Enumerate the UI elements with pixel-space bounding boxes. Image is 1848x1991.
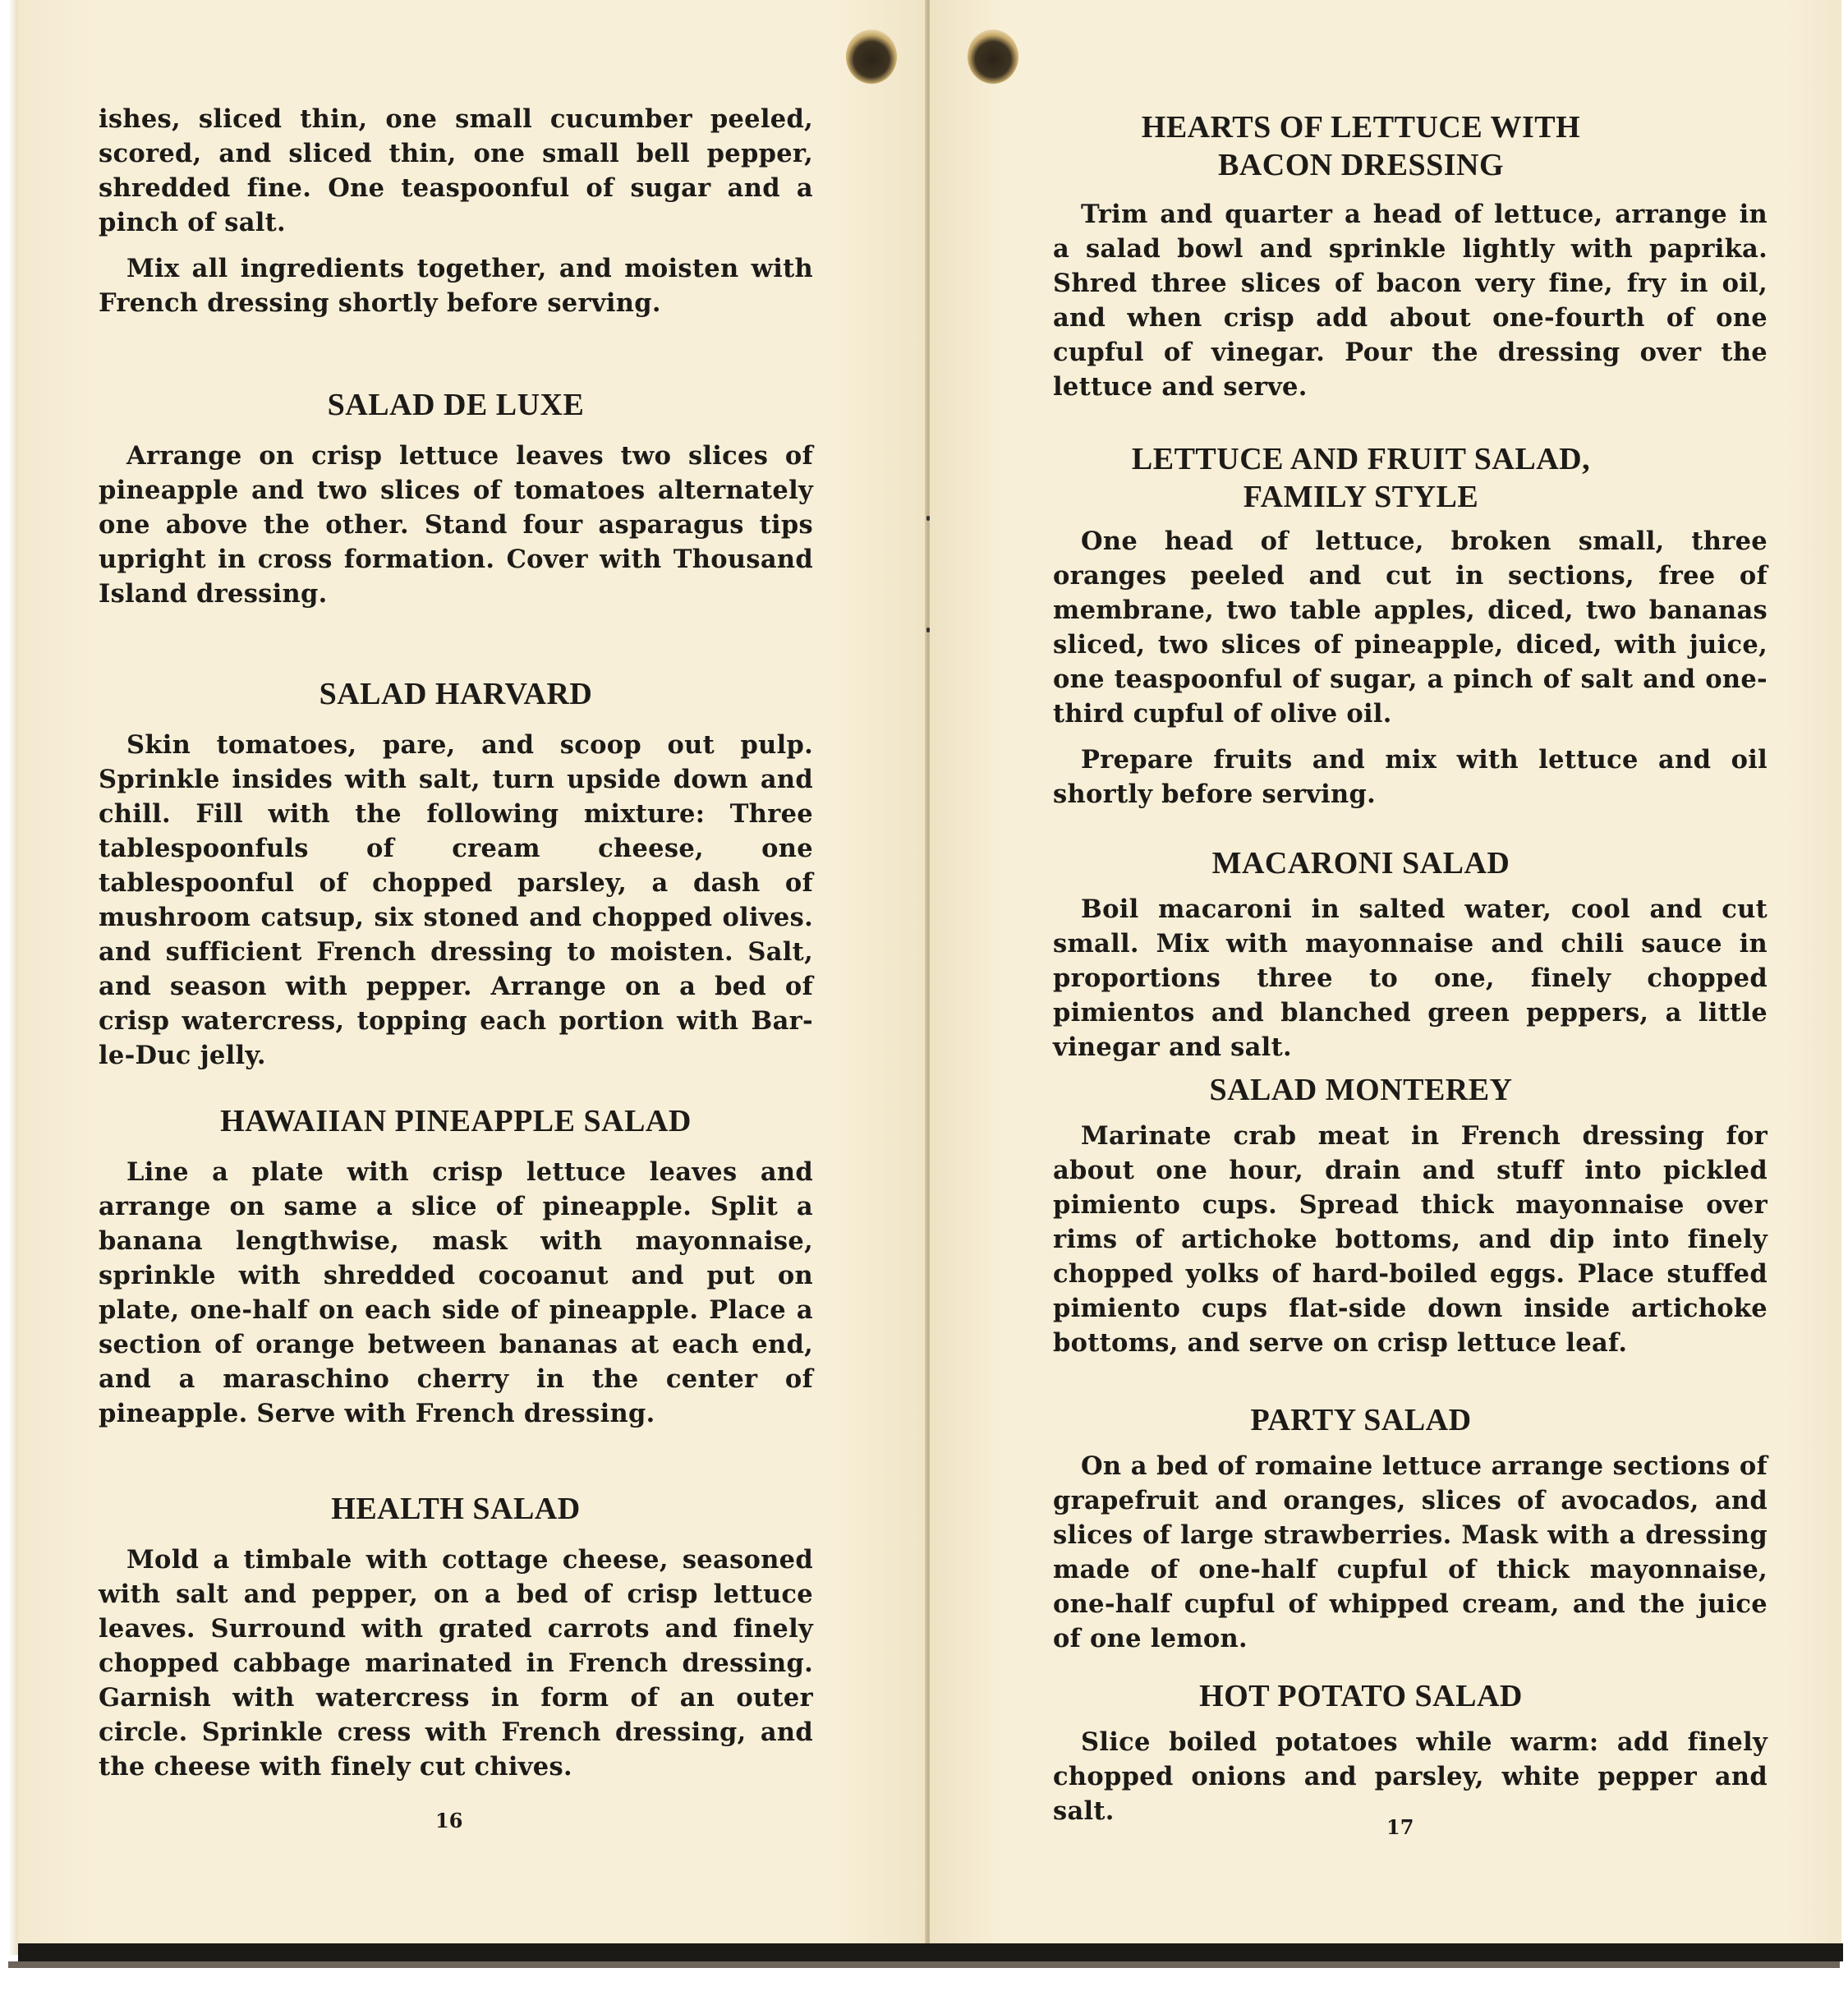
paper-speck xyxy=(926,628,930,632)
recipe-paragraph: Arrange on crisp lettuce leaves two slices of pineapple and two slices of tomatoes alternately one above the other. Stand four asparagus tips upright in cross formation. Cover with Thousand Island dressing. xyxy=(99,441,813,609)
recipe-body xyxy=(1053,1119,1768,1360)
recipe-body xyxy=(1053,524,1768,812)
recipe-title: PARTY SALAD xyxy=(1250,1403,1472,1437)
recipe-paragraph: Mold a timbale with cottage cheese, seasoned with salt and pepper, on a bed of crisp lettuce leaves. Surround with grated carrots and finely chopped cabbage marinated in French dressing. Garnish with watercress in form of an outer circle. Sprinkle cress with French dressing, and the cheese with finely cut chives. xyxy=(99,1545,813,1782)
right-page xyxy=(930,0,1841,1947)
page-bottom-edge xyxy=(18,1943,1843,1961)
page-number: 17 xyxy=(1386,1815,1414,1839)
recipe-body xyxy=(99,439,813,611)
recipe-paragraph: Trim and quarter a head of lettuce, arrange in a salad bowl and sprinkle lightly with paprika. Shred three slices of bacon very fine, fry in oil, and when crisp add about one-fourth of one cupful of vinegar. Pour the dressing over the lettuce and serve. xyxy=(1053,200,1768,402)
recipe-title-line: HEARTS OF LETTUCE WITH xyxy=(1141,110,1581,145)
recipe-body xyxy=(1053,1725,1768,1828)
recipe-title xyxy=(1004,108,1718,184)
recipe-title: SALAD HARVARD xyxy=(319,677,593,711)
binding-hole xyxy=(968,30,1018,84)
recipe-title-line: LETTUCE AND FRUIT SALAD, xyxy=(1131,442,1591,476)
intro-paragraph: Mix all ingredients together, and moisten with French dressing shortly before serving. xyxy=(99,254,813,318)
recipe-title: HOT POTATO SALAD xyxy=(1199,1679,1523,1713)
recipe-paragraph: One head of lettuce, broken small, three oranges peeled and cut in sections, free of membrane, two table apples, diced, two bananas sliced, two slices of pineapple, diced, with juice, one teaspoonful of sugar, a pinch of salt and one-third cupful of olive oil. xyxy=(1053,526,1768,729)
recipe-title-line: BACON DRESSING xyxy=(1217,148,1505,182)
page-bottom-edge-shadow xyxy=(8,1961,1840,1968)
recipe-paragraph: On a bed of romaine lettuce arrange sections of grapefruit and oranges, slices of avocados, and slices of large strawberries. Mask with a dressing made of one-half cupful of thick mayonnaise, one-half cupful of whipped cream, and the juice of one lemon. xyxy=(1053,1451,1768,1653)
recipe-paragraph: Line a plate with crisp lettuce leaves and arrange on same a slice of pineapple. Split a banana lengthwise, mask with mayonnaise, sprinkle with shredded cocoanut and put on plate, one-half on each side of pineapple. Place a section of orange between bananas at each end, and a maraschino cherry in the center of pineapple. Serve with French dressing. xyxy=(99,1157,813,1428)
recipe-body xyxy=(1053,1449,1768,1656)
recipe-body xyxy=(99,1155,813,1431)
recipe-body xyxy=(1053,892,1768,1064)
recipe-body xyxy=(99,1543,813,1784)
recipe-paragraph: Marinate crab meat in French dressing for about one hour, drain and stuff into pickled pimiento cups. Spread thick mayonnaise over rims of artichoke bottoms, and dip into finely chopped yolks of hard-boiled eggs. Place stuffed pimiento cups flat-side down inside artichoke bottoms, and serve on crisp lettuce leaf. xyxy=(1053,1121,1768,1358)
recipe-title: SALAD DE LUXE xyxy=(327,388,585,422)
recipe-body xyxy=(1053,197,1768,404)
recipe-title-line: FAMILY STYLE xyxy=(1243,480,1479,514)
left-page xyxy=(18,0,926,1947)
binding-hole xyxy=(846,30,897,84)
recipe-title: MACARONI SALAD xyxy=(1211,846,1510,881)
recipe-paragraph: Boil macaroni in salted water, cool and cut small. Mix with mayonnaise and chili sauce in proportions three to one, finely chopped pimientos and blanched green peppers, a little vinegar and salt. xyxy=(1053,894,1768,1062)
intro-text xyxy=(99,102,813,320)
recipe-paragraph: Skin tomatoes, pare, and scoop out pulp. Sprinkle insides with salt, turn upside down and chill. Fill with the following mixture: Three tablespoonfuls of cream cheese, one tablespoonful of chopped parsley, a dash of mushroom catsup, six stoned and chopped olives. and sufficient French dressing to moisten. Salt, and season with pepper. Arrange on a bed of crisp watercress, topping each portion with Bar-le-Duc jelly. xyxy=(99,730,813,1070)
recipe-paragraph: Prepare fruits and mix with lettuce and oil shortly before serving. xyxy=(1053,745,1768,809)
intro-paragraph: ishes, sliced thin, one small cucumber peeled, scored, and sliced thin, one small bell pepper, shredded fine. One teaspoonful of sugar and a pinch of salt. xyxy=(99,104,813,237)
recipe-body xyxy=(99,728,813,1073)
paper-speck xyxy=(926,516,930,521)
page-edge xyxy=(8,0,18,1955)
recipe-paragraph: Slice boiled potatoes while warm: add finely chopped onions and parsley, white pepper and salt. xyxy=(1053,1727,1768,1826)
recipe-title: HAWAIIAN PINEAPPLE SALAD xyxy=(220,1104,692,1138)
recipe-title xyxy=(1004,440,1718,516)
recipe-title: SALAD MONTEREY xyxy=(1209,1073,1513,1107)
page-number: 16 xyxy=(435,1809,463,1832)
recipe-title: HEALTH SALAD xyxy=(331,1492,581,1526)
